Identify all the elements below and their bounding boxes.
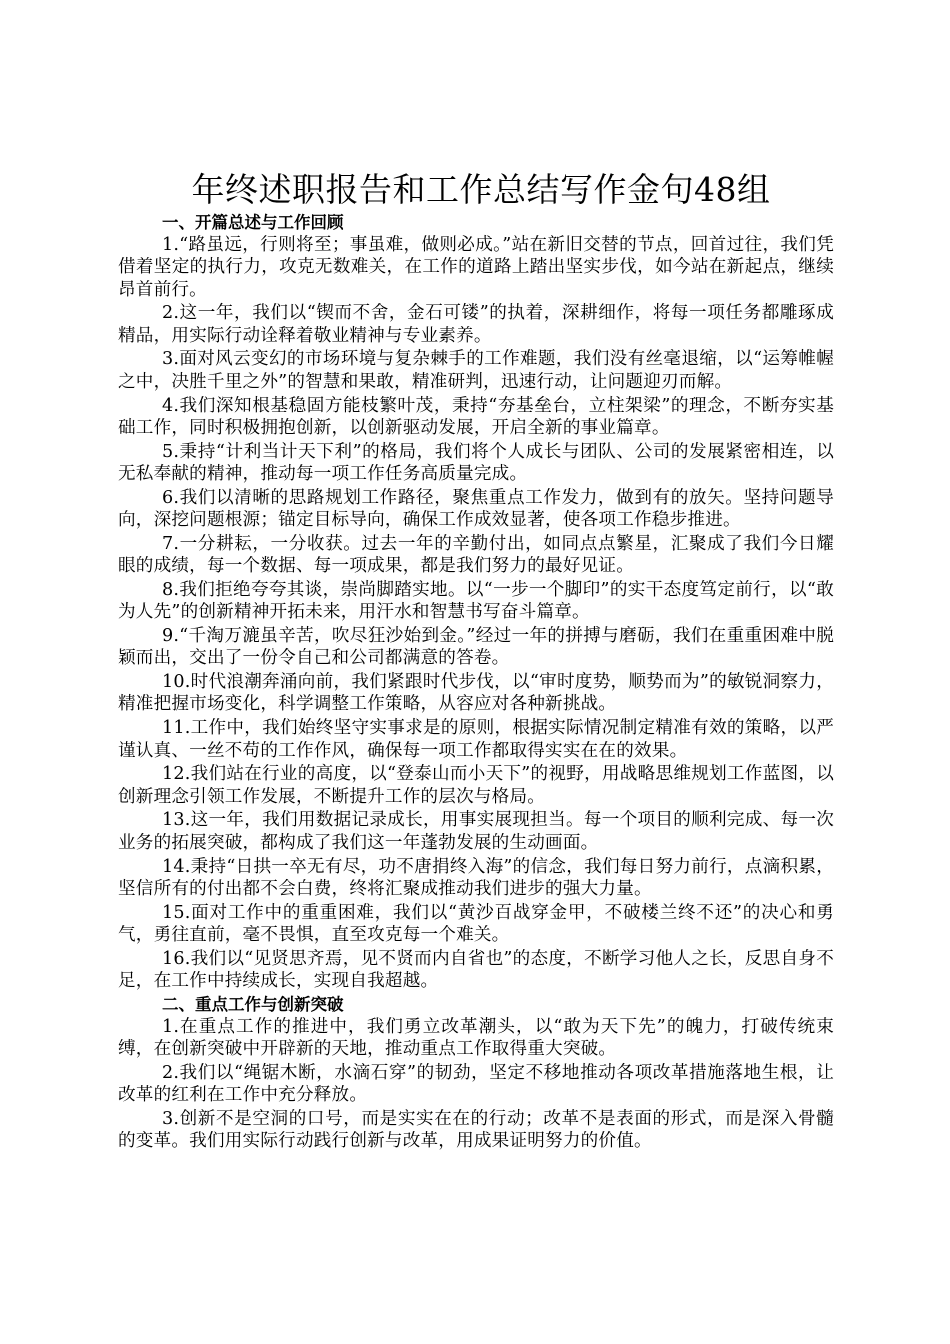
paragraph: 8.我们拒绝夸夸其谈，崇尚脚踏实地。以“一步一个脚印”的实干态度笃定前行，以“敢为人先”的创新精神开拓未来，用汗水和智慧书写奋斗篇章。 — [118, 579, 834, 623]
paragraph: 16.我们以“见贤思齐焉，见不贤而内自省也”的态度，不断学习他人之长，反思自身不足，在工作中持续成长，实现自我超越。 — [118, 948, 834, 991]
paragraph: 5.秉持“计利当计天下利”的格局，我们将个人成长与团队、公司的发展紧密相连，以无私奉献的精神，推动每一项工作任务高质量完成。 — [118, 441, 834, 484]
paragraph: 11.工作中，我们始终坚守实事求是的原则，根据实际情况制定精准有效的策略，以严谨认真、一丝不苟的工作作风，确保每一项工作都取得实实在在的效果。 — [118, 718, 834, 761]
section-1 — [118, 212, 834, 992]
paragraph: 3.面对风云变幻的市场环境与复杂棘手的工作难题，我们没有丝毫退缩，以“运筹帷幄之中，决胜千里之外”的智慧和果敢，精准研判，迅速行动，让问题迎刃而解。 — [118, 349, 834, 392]
paragraph: 1.在重点工作的推进中，我们勇立改革潮头，以“敢为天下先”的魄力，打破传统束缚，在创新突破中开辟新的天地，推动重点工作取得重大突破。 — [118, 1016, 834, 1060]
section-heading: 二、重点工作与创新突破 — [162, 994, 344, 1014]
section-heading: 一、开篇总述与工作回顾 — [162, 213, 344, 232]
paragraph: 7.一分耕耘，一分收获。过去一年的辛勤付出，如同点点繁星，汇聚成了我们今日耀眼的成绩，每一个数据、每一项成果，都是我们努力的最好见证。 — [118, 533, 834, 577]
paragraph: 12.我们站在行业的高度，以“登泰山而小天下”的视野，用战略思维规划工作蓝图，以创新理念引领工作发展，不断提升工作的层次与格局。 — [118, 764, 834, 807]
document-title: 年终述职报告和工作总结写作金句48组 — [191, 170, 771, 209]
paragraph: 14.秉持“日拱一卒无有尽，功不唐捐终入海”的信念，我们每日努力前行，点滴积累，坚信所有的付出都不会白费，终将汇聚成推动我们进步的强大力量。 — [118, 856, 834, 899]
paragraph: 13.这一年，我们用数据记录成长，用事实展现担当。每一个项目的顺利完成、每一次业务的拓展突破，都构成了我们这一年蓬勃发展的生动画面。 — [118, 810, 834, 853]
paragraph: 15.面对工作中的重重困难，我们以“黄沙百战穿金甲，不破楼兰终不还”的决心和勇气，勇往直前，毫不畏惧，直至攻克每一个难关。 — [118, 902, 834, 945]
paragraph: 2.我们以“绳锯木断，水滴石穿”的韧劲，坚定不移地推动各项改革措施落地生根，让改革的红利在工作中充分释放。 — [118, 1062, 834, 1106]
paragraph: 9.“千淘万漉虽辛苦，吹尽狂沙始到金。”经过一年的拼搏与磨砺，我们在重重困难中脱颖而出，交出了一份令自己和公司都满意的答卷。 — [118, 626, 834, 669]
paragraph: 4.我们深知根基稳固方能枝繁叶茂，秉持“夯基垒台，立柱架梁”的理念，不断夯实基础工作，同时积极拥抱创新，以创新驱动发展，开启全新的事业篇章。 — [118, 395, 834, 438]
paragraph: 2.这一年，我们以“锲而不舍，金石可镂”的执着，深耕细作，将每一项任务都雕琢成精品，用实际行动诠释着敬业精神与专业素养。 — [118, 303, 834, 346]
paragraph: 6.我们以清晰的思路规划工作路径，聚焦重点工作发力，做到有的放矢。坚持问题导向，深挖问题根源；锚定目标导向，确保工作成效显著，使各项工作稳步推进。 — [118, 487, 834, 531]
document-page — [118, 168, 834, 1154]
paragraph: 3.创新不是空洞的口号，而是实实在在的行动；改革不是表面的形式，而是深入骨髓的变革。我们用实际行动践行创新与改革，用成果证明努力的价值。 — [118, 1108, 834, 1152]
section-2 — [118, 994, 834, 1153]
paragraph: 10.时代浪潮奔涌向前，我们紧跟时代步伐，以“审时度势，顺势而为”的敏锐洞察力，精准把握市场变化，科学调整工作策略，从容应对各种新挑战。 — [118, 672, 834, 715]
paragraph: 1.“路虽远，行则将至；事虽难，做则必成。”站在新旧交替的节点，回首过往，我们凭借着坚定的执行力，攻克无数难关，在工作的道路上踏出坚实步伐，如今站在新起点，继续昂首前行。 — [118, 235, 834, 300]
